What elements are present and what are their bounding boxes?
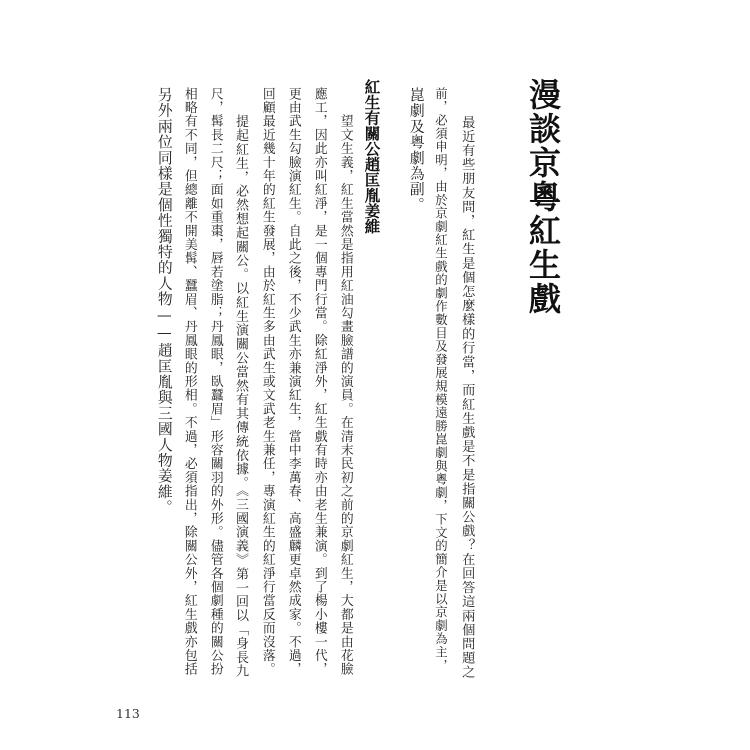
intro-column-2: 前，必須申明，由於京劇紅生戲的劇作數目及發展規模遠勝崑劇與粵劇，下文的簡介是以京劇為主，: [433, 87, 449, 673]
section-subheading: 紅生有關公趙匡胤姜維: [362, 79, 382, 234]
page-number: 113: [116, 706, 140, 721]
body-column-6: 尺，髯長二尺；面如重棗，唇若塗脂；丹鳳眼，臥蠶眉」形容關羽的外形。儘管各個劇種的關公扮: [207, 87, 223, 677]
body-column-7: 相略有不同，但總離不開美髯、蠶眉、丹鳳眼的形相。不過，必須指出，除關公外，紅生戲亦包括: [181, 87, 197, 677]
intro-column-1: 最近有些朋友問，紅生是個怎麼樣的行當，而紅生戲是不是指關公戲？在回答這兩個問題之: [459, 87, 475, 680]
body-column-1: 望文生義，紅生當然是指用紅油勾畫臉譜的演員。在清末民初之前的京劇紅生，大都是由花臉: [337, 87, 353, 677]
body-column-5: 提起紅生，必然想起關公。以紅生演關公當然有其傳統依據。《三國演義》第一回以「身長九: [233, 87, 248, 679]
body-column-3: 更由武生勾臉演紅生。自此之後，不少武生亦兼演紅生，當中李萬春、高盛麟更卓然成家。不過，: [285, 87, 301, 677]
chapter-title: 漫談京粵紅生戲: [524, 78, 562, 316]
body-column-2: 應工，因此亦叫紅淨，是一個專門行當。除紅淨外，紅生戲有時亦由老生兼演。到了楊小樓一代，: [311, 87, 327, 677]
body-column-4: 回顧最近幾十年的紅生發展，由於紅生多由武生或文武老生兼任，專演紅生的紅淨行當反而沒落。: [259, 87, 275, 677]
body-column-8: 另外兩位同樣是個性獨特的人物——趙匡胤與三國人物姜維。: [155, 87, 173, 516]
intro-column-3: 崑劇及粵劇為副。: [407, 87, 425, 213]
